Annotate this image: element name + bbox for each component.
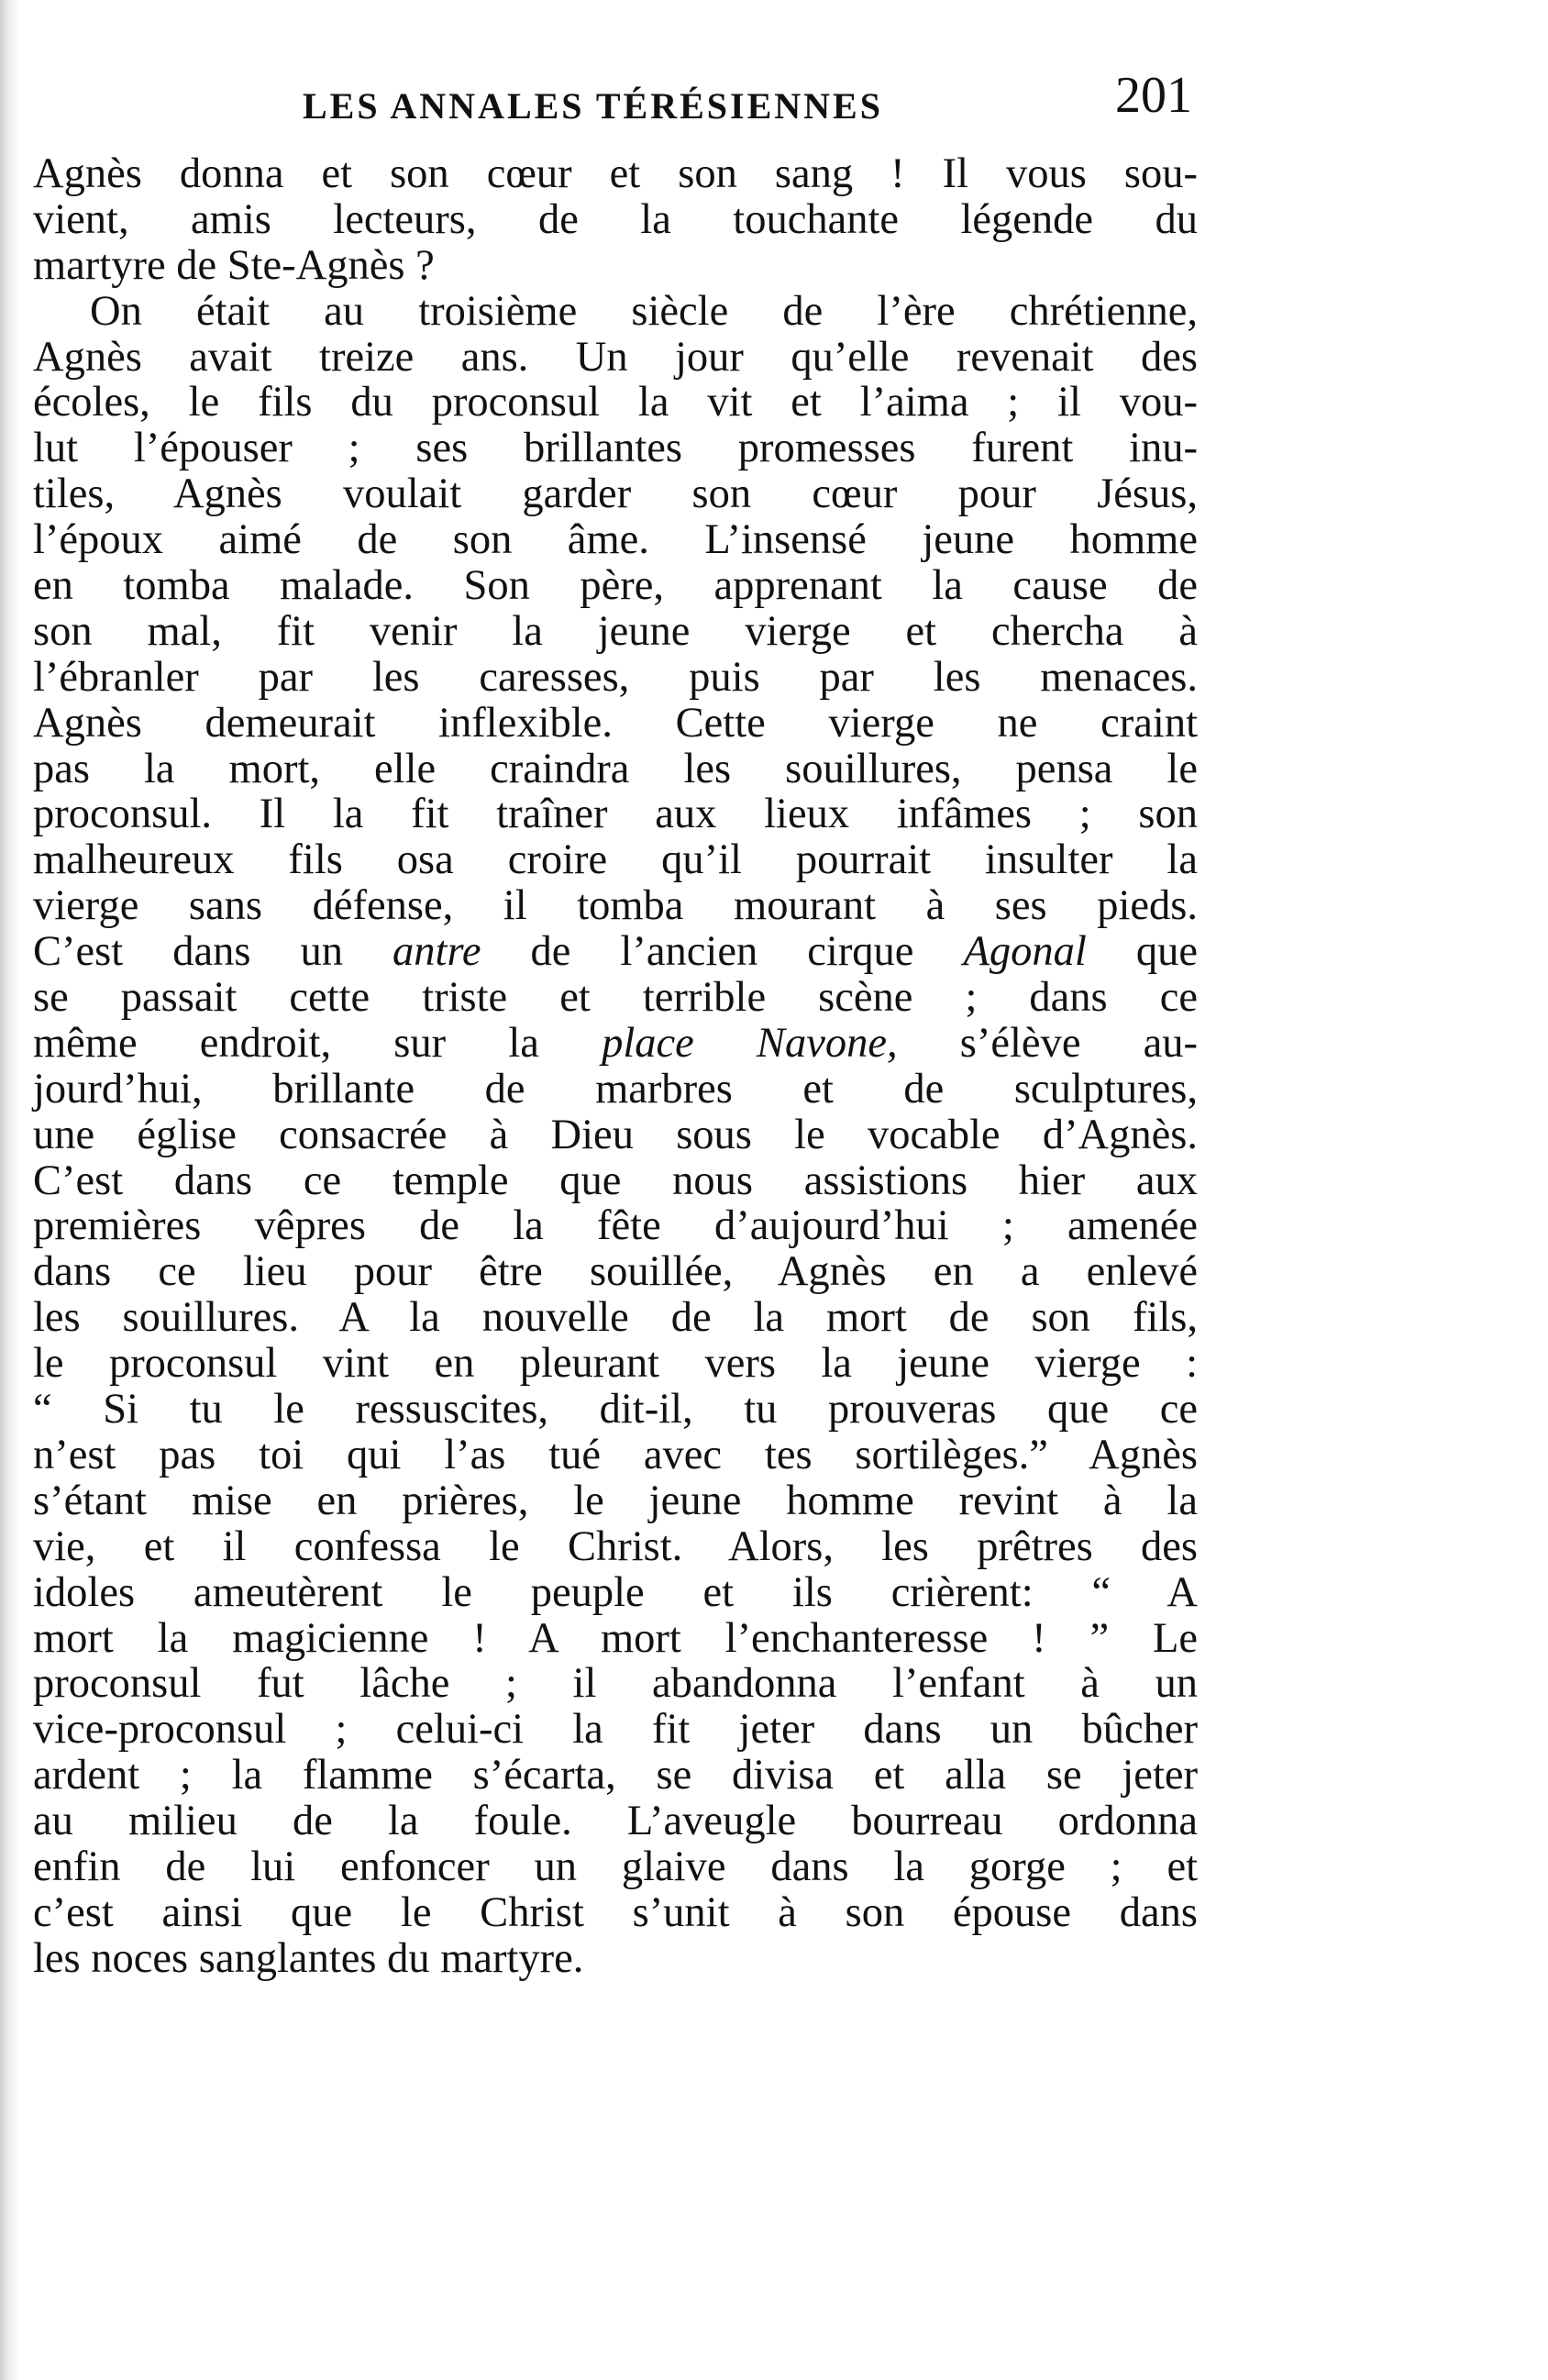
text-line: se passait cette triste et terrible scène ; dans ce — [33, 974, 1198, 1022]
text-line: martyre de Ste-Agnès ? — [33, 241, 435, 289]
text-line: Agnès donna et son cœur et son sang ! Il vous sou- — [33, 150, 1198, 197]
text-line: en tomba malade. Son père, apprenant la cause de — [33, 562, 1198, 610]
binding-gutter-shadow — [0, 0, 20, 2380]
page-number: 201 — [1115, 67, 1192, 124]
text-line: jourd’hui, brillante de marbres et de sculptures, — [33, 1065, 1198, 1113]
text-line: Agnès avait treize ans. Un jour qu’elle revenait des — [33, 333, 1198, 381]
text-line: malheureux fils osa croire qu’il pourrait insulter la — [33, 836, 1198, 884]
italic-term: antre — [393, 928, 481, 976]
text-line: vierge sans défense, il tomba mourant à ses pieds. — [33, 882, 1198, 930]
text-line: une église consacrée à Dieu sous le vocable d’Agnès. — [33, 1111, 1198, 1158]
text-line: au milieu de la foule. L’aveugle bourreau ordonna — [33, 1798, 1198, 1845]
text-line: “ Si tu le ressuscites, dit-il, tu prouveras que ce — [33, 1386, 1198, 1434]
text-line: pas la mort, elle craindra les souillures, pensa le — [33, 745, 1198, 792]
body-text — [33, 151, 1198, 1982]
text-span: s’élève au- — [897, 1019, 1199, 1067]
text-line: Agnès demeurait inflexible. Cette vierge ne craint — [33, 699, 1198, 747]
text-line: le proconsul vint en pleurant vers la jeune vierge : — [33, 1340, 1198, 1388]
italic-term: Agonal — [963, 928, 1087, 976]
text-line — [33, 1021, 1198, 1067]
text-line: n’est pas toi qui l’as tué avec tes sortilèges.” Agnès — [33, 1431, 1198, 1478]
text-line: les noces sanglantes du martyre. — [33, 1934, 584, 1982]
text-span: de l’ancien cirque — [481, 928, 964, 976]
text-line: s’étant mise en prières, le jeune homme revint à la — [33, 1477, 1198, 1524]
text-line: proconsul. Il la fit traîner aux lieux infâmes ; son — [33, 791, 1198, 838]
text-line: vie, et il confessa le Christ. Alors, les prêtres des — [33, 1522, 1198, 1570]
text-line: l’ébranler par les caresses, puis par les menaces. — [33, 653, 1198, 701]
running-title: LES ANNALES TÉRÉSIENNES — [303, 85, 883, 127]
running-header — [55, 57, 1192, 139]
text-line: mort la magicienne ! A mort l’enchanteresse ! ” Le — [33, 1614, 1198, 1662]
text-line: tiles, Agnès voulait garder son cœur pour Jésus, — [33, 470, 1198, 518]
text-line: enfin de lui enfoncer un glaive dans la gorge ; et — [33, 1843, 1198, 1890]
text-line: écoles, le fils du proconsul la vit et l’aima ; il vou- — [33, 379, 1198, 426]
text-line: l’époux aimé de son âme. L’insensé jeune homme — [33, 516, 1198, 564]
text-line: C’est dans ce temple que nous assistions hier aux — [33, 1157, 1198, 1204]
text-line: son mal, fit venir la jeune vierge et chercha à — [33, 607, 1198, 655]
text-line: vient, amis lecteurs, de la touchante légende du — [33, 195, 1198, 243]
text-span: même endroit, sur la — [33, 1019, 603, 1067]
text-line — [33, 929, 1198, 975]
text-line: proconsul fut lâche ; il abandonna l’enfant à un — [33, 1660, 1198, 1708]
text-span: que — [1086, 928, 1199, 976]
text-line: On était au troisième siècle de l’ère chrétienne, — [90, 287, 1198, 335]
text-line: idoles ameutèrent le peuple et ils crièrent: “ A — [33, 1568, 1198, 1616]
text-line: ardent ; la flamme s’écarta, se divisa et alla se jeter — [33, 1752, 1198, 1799]
text-line: c’est ainsi que le Christ s’unit à son épouse dans — [33, 1888, 1198, 1936]
text-line: dans ce lieu pour être souillée, Agnès en a enlevé — [33, 1248, 1198, 1296]
text-line: vice-proconsul ; celui-ci la fit jeter dans un bûcher — [33, 1706, 1198, 1754]
text-line: lut l’épouser ; ses brillantes promesses furent inu- — [33, 425, 1198, 472]
text-span: C’est dans un — [33, 928, 393, 976]
italic-term: place Navone, — [602, 1019, 898, 1067]
text-line: premières vêpres de la fête d’aujourd’hui ; amenée — [33, 1202, 1198, 1250]
text-line: les souillures. A la nouvelle de la mort de son fils, — [33, 1294, 1198, 1342]
